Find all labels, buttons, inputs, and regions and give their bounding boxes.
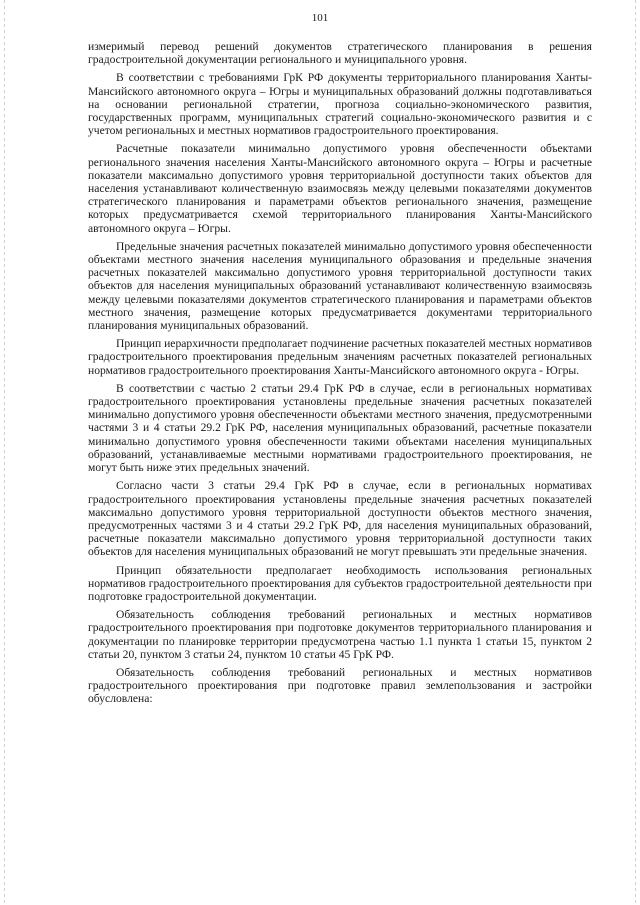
- paragraph: В соответствии с требованиями ГрК РФ документы территориального планирования Ханты-Мансийского автономного округа – Югры и муниципальных образований должны подготавливаться на основании региональной стратегии, прогноза социально-экономического развития, государственных программ, муниципальных стратегий социально-экономического развития и с учетом региональных и местных нормативов градостроительного проектирования.: [88, 71, 592, 138]
- document-body: [88, 40, 592, 711]
- paragraph: Предельные значения расчетных показателей минимально допустимого уровня обеспеченности объектами местного значения населения муниципального образования и предельные значения расчетных показателей максимально допустимого уровня территориальной доступности таких объектов для населения муниципальных образований устанавливают количественную взаимосвязь между целевыми показателями документов стратегического планирования и параметрами объектов местного значения, размещение которых предусматривается документами территориального планирования муниципальных образований.: [88, 239, 592, 333]
- paragraph: Принцип иерархичности предполагает подчинение расчетных показателей местных нормативов градостроительного проектирования предельным значениям расчетных показателей региональных нормативов градостроительного проектирования Ханты-Мансийского автономного округа - Югры.: [88, 337, 592, 377]
- scan-edge-right: [635, 0, 636, 905]
- paragraph: Обязательность соблюдения требований региональных и местных нормативов градостроительного проектирования при подготовке документов территориального планирования и документации по планировке территории предусмотрена частью 1.1 пункта 1 статьи 15, пунктом 2 статьи 20, пунктом 3 статьи 24, пунктом 10 статьи 45 ГрК РФ.: [88, 608, 592, 661]
- paragraph: Обязательность соблюдения требований региональных и местных нормативов градостроительного проектирования при подготовке правил землепользования и застройки обусловлена:: [88, 665, 592, 706]
- page-number: 101: [311, 12, 329, 24]
- paragraph-continuation: измеримый перевод решений документов стратегического планирования в решения градостроительной документации регионального и муниципального уровня.: [88, 40, 592, 67]
- paragraph: Расчетные показатели минимально допустимого уровня обеспеченности объектами регионального значения населения Ханты-Мансийского автономного округа – Югры и расчетные показатели максимально допустимого уровня территориальной доступности таких объектов для населения устанавливают количественную взаимосвязь между целевыми показателями документов стратегического планирования и параметрами объектов регионального значения, размещение которых предусматривается схемой территориального планирования Ханты-Мансийского автономного округа – Югры.: [88, 142, 592, 235]
- paragraph: Согласно части 3 статьи 29.4 ГрК РФ в случае, если в региональных нормативах градостроительного проектирования установлены предельные значения расчетных показателей максимально допустимого уровня территориальной доступности объектов местного значения, предусмотренных частями 3 и 4 статьи 29.2 ГрК РФ, для населения муниципальных образований, расчетные показатели максимально допустимого уровня территориальной доступности таких объектов для населения муниципальных образований не могут превышать эти предельные значения.: [88, 479, 592, 559]
- paragraph: Принцип обязательности предполагает необходимость использования региональных нормативов градостроительного проектирования для субъектов градостроительной деятельности при подготовке градостроительной документации.: [88, 563, 592, 603]
- paragraph: В соответствии с частью 2 статьи 29.4 ГрК РФ в случае, если в региональных нормативах градостроительного проектирования установлены предельные значения расчетных показателей минимально допустимого уровня обеспеченности объектами местного значения, предусмотренными частями 3 и 4 статьи 29.2 ГрК РФ, населения муниципальных образований, расчетные показатели минимально допустимого уровня обеспеченности такими объектами населения муниципальных образований, устанавливаемые местными нормативами градостроительного проектирования, не могут быть ниже этих предельных значений.: [88, 381, 592, 475]
- scan-edge-left: [4, 0, 5, 905]
